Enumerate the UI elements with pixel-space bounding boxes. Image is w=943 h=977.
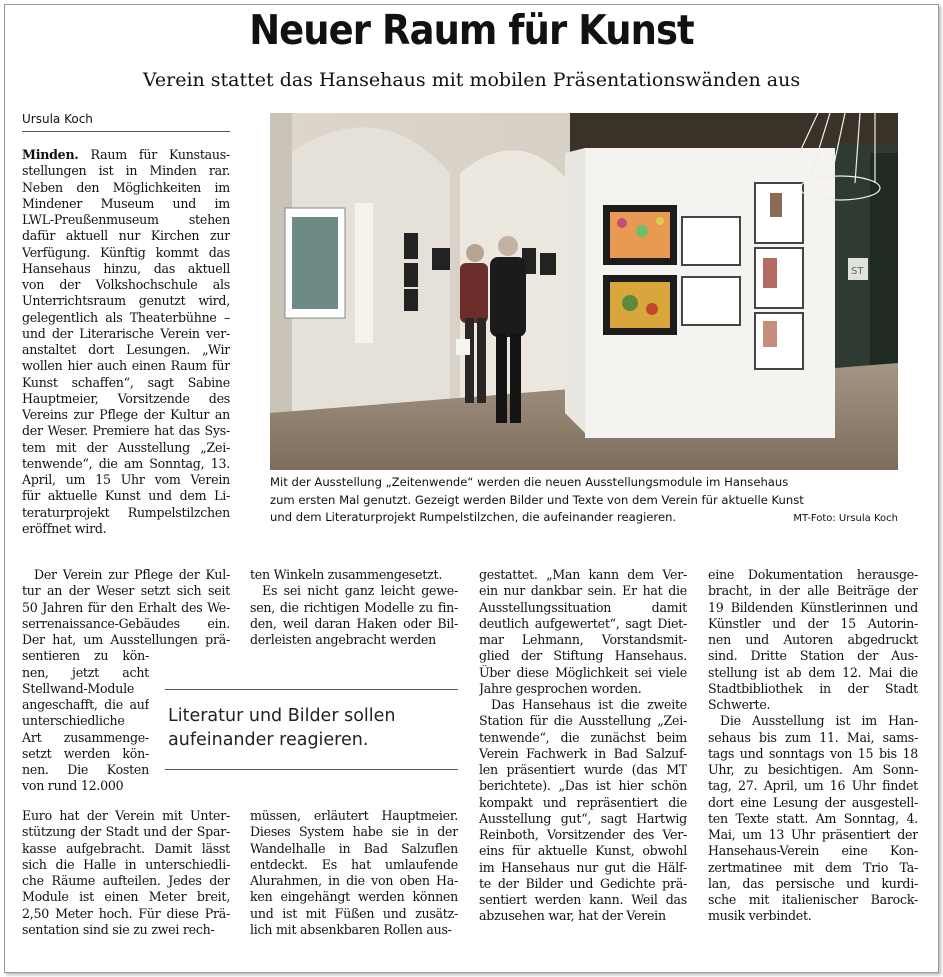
article-subheadline: Verein stattet das Hansehaus mit mobilen Präsentationswänden aus bbox=[142, 69, 801, 91]
text-line: anstaltet dort Lesungen. „Wir bbox=[22, 342, 230, 357]
text-line: sen, die richtigen Modelle zu fin- bbox=[250, 599, 458, 615]
text-line: wollen hier auch einen Raum für bbox=[22, 358, 230, 374]
dateline: Minden. bbox=[22, 147, 79, 162]
pullquote-line: aufeinander reagieren. bbox=[168, 730, 369, 750]
text-line: glied der Stiftung Hansehaus. bbox=[479, 648, 687, 664]
text-line: Über diese Möglichkeit sei viele bbox=[479, 664, 687, 680]
text-line: mar Lehmann, Vorstandsmit- bbox=[479, 632, 687, 647]
text-line: von der Volkshochschule als bbox=[22, 277, 230, 292]
text-line: gelegentlich als Theaterbühne – bbox=[22, 309, 230, 325]
photo-sign-text: ST bbox=[851, 266, 864, 277]
text-line: Ausstellung gut“, sagt Hartwig bbox=[479, 810, 687, 826]
text-line: musik verbindet. bbox=[708, 908, 812, 924]
text-line: Alurahmen, in die von oben Ha- bbox=[250, 873, 458, 888]
photo-credit: MT-Foto: Ursula Koch bbox=[793, 513, 898, 524]
column-2-top bbox=[250, 567, 458, 648]
text-line: Module ist einen Meter breit, bbox=[22, 889, 230, 905]
text-line: von rund 12.000 bbox=[22, 778, 124, 794]
text-line: angeschafft, die auf bbox=[22, 697, 149, 712]
text-line: dafür aktuell nur Kirchen zur bbox=[22, 228, 230, 244]
text-line: Kunst schaffen“, sagt Sabine bbox=[22, 374, 230, 390]
text-line: setzt werden kön- bbox=[22, 745, 149, 761]
text-line: den, weil daran Haken oder Bil- bbox=[250, 615, 458, 631]
text-line: tur an der Weser setzt sich seit bbox=[22, 583, 230, 599]
text-line: stellung ist ab dem 12. Mai die bbox=[708, 664, 918, 680]
text-line: Künstler und der 15 Autorin- bbox=[708, 615, 918, 631]
text-line: Uhr, zu besichtigen. Am Sonn- bbox=[708, 762, 918, 777]
text-line: stellungen ist in Minden rar. bbox=[22, 163, 230, 179]
text-line: kasse aufgebracht. Damit lässt bbox=[22, 840, 230, 856]
text-line: Mindener Museum und im bbox=[22, 195, 230, 211]
text-line: Das Hansehaus ist die zweite bbox=[491, 697, 687, 712]
text-line: und ist mit Füßen und zusätz- bbox=[250, 905, 458, 921]
caption-line: Mit der Ausstellung „Zeitenwende“ werden die neuen Ausstellungsmodule im Hansehaus bbox=[270, 475, 789, 489]
text-line: Station für die Ausstellung „Zei- bbox=[479, 713, 687, 729]
text-line: Wandelhalle in Bad Salzuflen bbox=[250, 840, 458, 856]
column-1-middle bbox=[22, 567, 230, 795]
column-3 bbox=[479, 567, 687, 925]
text-line: sind. Dritte Station der Aus- bbox=[708, 648, 918, 664]
pullquote-line: Literatur und Bilder sollen bbox=[168, 706, 396, 726]
text-line: che Räume aufteilen. Jedes der bbox=[22, 873, 230, 888]
text-line: eine Dokumentation herausge- bbox=[708, 567, 918, 582]
text-line: kompakt und repräsentiert die bbox=[479, 794, 687, 810]
text-line: entdeckt. Es hat umlaufende bbox=[250, 856, 458, 872]
article-author: Ursula Koch bbox=[22, 112, 93, 126]
text-line: sentiert werden kann. Weil das bbox=[479, 892, 687, 907]
text-line: 19 Bildenden Künstlerinnen und bbox=[708, 599, 918, 615]
pullquote-rule-top bbox=[165, 689, 458, 690]
text-line: 50 Jahren für den Erhalt des We- bbox=[22, 599, 230, 615]
column-2-bottom bbox=[250, 808, 458, 938]
author-rule bbox=[22, 131, 230, 132]
text-line: 2,50 Meter hoch. Für diese Prä- bbox=[22, 905, 230, 921]
text-line: tenwende“, die am Sonntag, 13. bbox=[22, 455, 230, 471]
text-line: Euro hat der Verein mit Unter- bbox=[22, 808, 230, 823]
text-line: der Weser. Premiere hat das Sys- bbox=[22, 423, 230, 439]
text-line: Reinboth, Vorsitzender des Ver- bbox=[479, 827, 687, 842]
text-line: LWL-Preußenmuseum stehen bbox=[22, 212, 230, 227]
column-4 bbox=[708, 567, 918, 925]
text-line: dort eine Lesung der ausgestell- bbox=[708, 794, 918, 810]
caption-line: zum ersten Mal genutzt. Gezeigt werden Bilder und Texte von dem Verein für aktuelle Kunst bbox=[270, 492, 804, 507]
text-line: sehaus bis zum 11. Mai, sams- bbox=[708, 729, 918, 745]
column-1-bottom bbox=[22, 808, 230, 938]
text-line: ken eingehängt werden können bbox=[250, 889, 458, 905]
article-headline: Neuer Raum für Kunst bbox=[249, 6, 694, 54]
text-line: ten Texte statt. Am Sonntag, 4. bbox=[708, 810, 918, 826]
text-line: Der hat, um Ausstellungen prä- bbox=[22, 632, 230, 647]
text-line: sentation sind sie zu zwei rech- bbox=[22, 921, 215, 937]
text-line: derleisten angebracht werden bbox=[250, 632, 436, 647]
text-line: Stellwand-Module bbox=[22, 680, 135, 696]
text-line: Mai, um 13 Uhr präsentiert der bbox=[708, 827, 918, 842]
text-line: bracht, in der alle Beiträge der bbox=[708, 583, 918, 599]
text-line: Hansehaus hinzu, das aktuell bbox=[22, 260, 230, 276]
text-line: tag, 27. April, um 16 Uhr findet bbox=[708, 778, 918, 794]
text-line: Schwerte. bbox=[708, 697, 771, 712]
text-line: nen, jetzt acht bbox=[22, 664, 149, 680]
text-line: Der Verein zur Pflege der Kul- bbox=[34, 567, 230, 582]
text-line: serrenaissance-Gebäudes ein. bbox=[22, 615, 230, 631]
text-line: im Hansehaus nur gut die Hälf- bbox=[479, 859, 687, 875]
pullquote-rule-bottom bbox=[165, 769, 458, 770]
text-line: berichtete). „Das ist hier schön bbox=[479, 778, 687, 794]
text-line: sentieren zu kön- bbox=[22, 648, 149, 664]
text-line: Neben den Möglichkeiten im bbox=[22, 179, 230, 195]
text-line: lich mit absenkbaren Rollen aus- bbox=[250, 921, 452, 937]
text-line-rest: Raum für Kunstaus- bbox=[78, 147, 230, 162]
text-line: Art zusammenge- bbox=[22, 729, 149, 745]
text-line: te der Bilder und Gedichte prä- bbox=[479, 875, 687, 891]
exhibition-photo bbox=[270, 113, 898, 470]
text-line: Vereins zur Pflege der Kultur an bbox=[22, 407, 230, 422]
text-line: abzusehen war, hat der Verein bbox=[479, 908, 666, 924]
text-line: April, um 15 Uhr vom Verein bbox=[22, 472, 230, 487]
text-line: tenwende“, die zunächst beim bbox=[479, 729, 687, 745]
text-line: eröffnet wird. bbox=[22, 520, 107, 536]
text-line: Die Ausstellung ist im Han- bbox=[720, 713, 918, 729]
text-line: nen und Autoren abgedruckt bbox=[708, 632, 918, 647]
caption-line: und dem Literaturprojekt Rumpelstilzchen, die aufeinander reagieren. bbox=[270, 510, 677, 524]
text-line: unterschiedliche bbox=[22, 713, 125, 729]
text-line: Ausstellungssituation damit bbox=[479, 599, 687, 615]
text-line: Hansehaus-Verein eine Kon- bbox=[708, 843, 918, 859]
text-line: Hauptmeier, Vorsitzende des bbox=[22, 390, 230, 406]
text-line: nen. Die Kosten bbox=[22, 762, 149, 777]
text-line: Unterrichtsraum genutzt wird, bbox=[22, 293, 230, 309]
text-line bbox=[22, 147, 230, 163]
exhibition-photo-illustration bbox=[270, 113, 898, 470]
text-line: teraturprojekt Rumpelstilzchen bbox=[22, 504, 230, 520]
photo-caption bbox=[270, 474, 898, 527]
text-line: Verfügung. Künftig kommt das bbox=[22, 244, 230, 260]
text-line: für aktuelle Kunst und dem Li- bbox=[22, 488, 230, 504]
text-line: stützung der Stadt und der Spar- bbox=[22, 824, 230, 840]
text-line: len präsentiert wurde (das MT bbox=[479, 762, 687, 777]
text-line: Es sei nicht ganz leicht gewe- bbox=[262, 583, 458, 599]
text-line: müssen, erläutert Hauptmeier. bbox=[250, 808, 458, 823]
text-line: eins für aktuelle Kunst, obwohl bbox=[479, 843, 687, 859]
text-line: sich die Halle in unterschiedli- bbox=[22, 856, 230, 872]
text-line: und der Literarische Verein ver- bbox=[22, 325, 230, 341]
text-line: zertmatinee mit dem Trio Ta- bbox=[708, 859, 918, 875]
pullquote bbox=[168, 704, 396, 752]
text-line: gestattet. „Man kann dem Ver- bbox=[479, 567, 687, 582]
text-line: tem mit der Ausstellung „Zei- bbox=[22, 439, 230, 455]
text-line: Verein Fachwerk in Bad Salzuf- bbox=[479, 745, 687, 761]
text-line: ein nur dankbar sein. Er hat die bbox=[479, 583, 687, 599]
text-line: tags und sonntags von 15 bis 18 bbox=[708, 745, 918, 761]
text-line: ten Winkeln zusammengesetzt. bbox=[250, 567, 443, 582]
column-1-top bbox=[22, 147, 230, 537]
text-line: Jahre gesprochen worden. bbox=[479, 680, 642, 696]
text-line: lan, das persische und kurdi- bbox=[708, 875, 918, 891]
text-line: sche mit italienischer Barock- bbox=[708, 892, 918, 907]
text-line: Dieses System habe sie in der bbox=[250, 824, 458, 840]
text-line: deutlich aufgewertet“, sagt Diet- bbox=[479, 615, 687, 631]
text-line: Stadtbibliothek in der Stadt bbox=[708, 680, 918, 696]
